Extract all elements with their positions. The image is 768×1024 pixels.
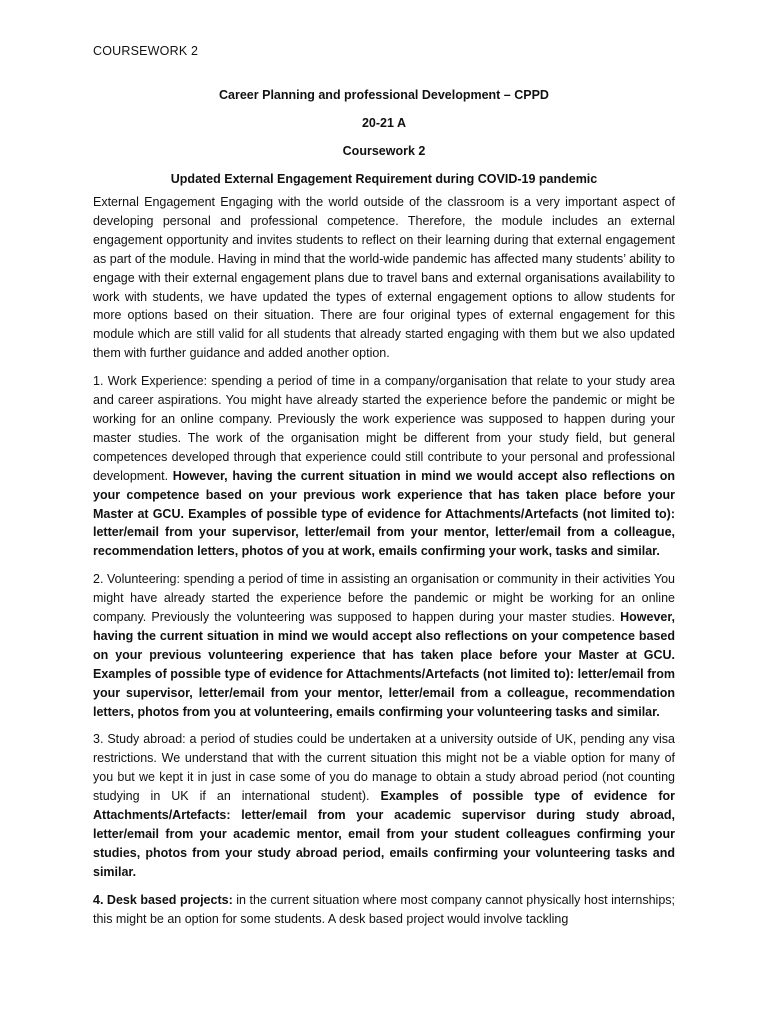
work-experience-evidence: However, having the current situation in mind we would accept also reflections on your competence based on your previous work experience that has taken place before your Master at GCU. Examples of possible type of evidence for Attachments/Artefacts (not limited to): letter/email from your supervisor, letter/email from your mentor, letter/email from a colleague, recommendation letters, photos of you at work, emails confirming your work, tasks and similar. <box>93 468 675 559</box>
study-abroad-evidence: Examples of possible type of evidence for Attachments/Artefacts: letter/email from your academic supervisor during study abroad, letter/email from your academic mentor, email from your student colleagues confirming your studies, photos from your study abroad period, emails confirming your volunteering tasks and similar. <box>93 789 675 879</box>
document-body <box>93 193 675 938</box>
study-abroad-section <box>93 730 675 881</box>
desk-projects-text: in the current situation where most company cannot physically host internships; this might be an option for some students. A desk based project would involve tackling <box>93 892 675 926</box>
intro-paragraph: External Engagement Engaging with the world outside of the classroom is a very important aspect of developing personal and professional competence. Therefore, the module includes an external engagement opportunity and invites students to reflect on their learning during that external engagement as part of the module. Having in mind that the world-wide pandemic has affected many students’ ability to engage with their external engagement plans due to travel bans and external organisations availability to work with students, we have updated the types of external engagement options to allow students for more options based on their situation. There are four original types of external engagement for this module which are still valid for all students that already started engaging with them but we also updated them with further guidance and added another option. <box>93 195 675 361</box>
work-experience-text: spending a period of time in a company/organisation that relate to your study area and career aspirations. You might have already started the experience before the pandemic or might be working for an online company. Previously the work experience was supposed to happen during your master studies. The work of the organisation might be different from your study field, but general competences developed through that experience could still contribute to your personal and professional development. <box>93 374 675 483</box>
volunteering-section <box>93 570 675 721</box>
study-abroad-heading: 3. Study abroad: <box>93 732 186 747</box>
coursework-title: Coursework 2 <box>342 144 426 158</box>
study-abroad-text: a period of studies could be undertaken at a university outside of UK, pending any visa restrictions. We understand that with the current situation this might not be a viable option for many of you but we kept it in just in case some of you do manage to obtain a study abroad period (not counting studying in UK if an international student). <box>93 732 675 804</box>
volunteering-text: spending a period of time in assisting an organisation or community in their activities You might have already started the experience before the pandemic or might be working for an online company. Previously the volunteering was supposed to happen during your master studies. <box>93 572 675 625</box>
volunteering-heading: 2. Volunteering: <box>93 572 180 587</box>
document-subtitle: Updated External Engagement Requirement during COVID-19 pandemic <box>170 172 598 186</box>
course-title: Career Planning and professional Development – CPPD <box>219 88 549 102</box>
work-experience-section <box>93 372 675 561</box>
volunteering-evidence: However, having the current situation in mind we would accept also reflections on your competence based on your previous volunteering experience that has taken place before your Master at GCU. Examples of possible type of evidence for Attachments/Artefacts (not limited to): letter/email from your supervisor, letter/email from your mentor, letter/email from a colleague, recommendation letters, photos from you at volunteering, emails confirming your volunteering tasks and similar. <box>93 610 675 719</box>
title-block <box>93 86 675 198</box>
course-code: 20-21 A <box>361 116 406 130</box>
desk-projects-section <box>93 891 675 929</box>
document-header: COURSEWORK 2 <box>93 44 199 58</box>
work-experience-heading: 1. Work Experience: <box>93 374 208 389</box>
desk-projects-heading: 4. Desk based projects: <box>93 892 233 907</box>
